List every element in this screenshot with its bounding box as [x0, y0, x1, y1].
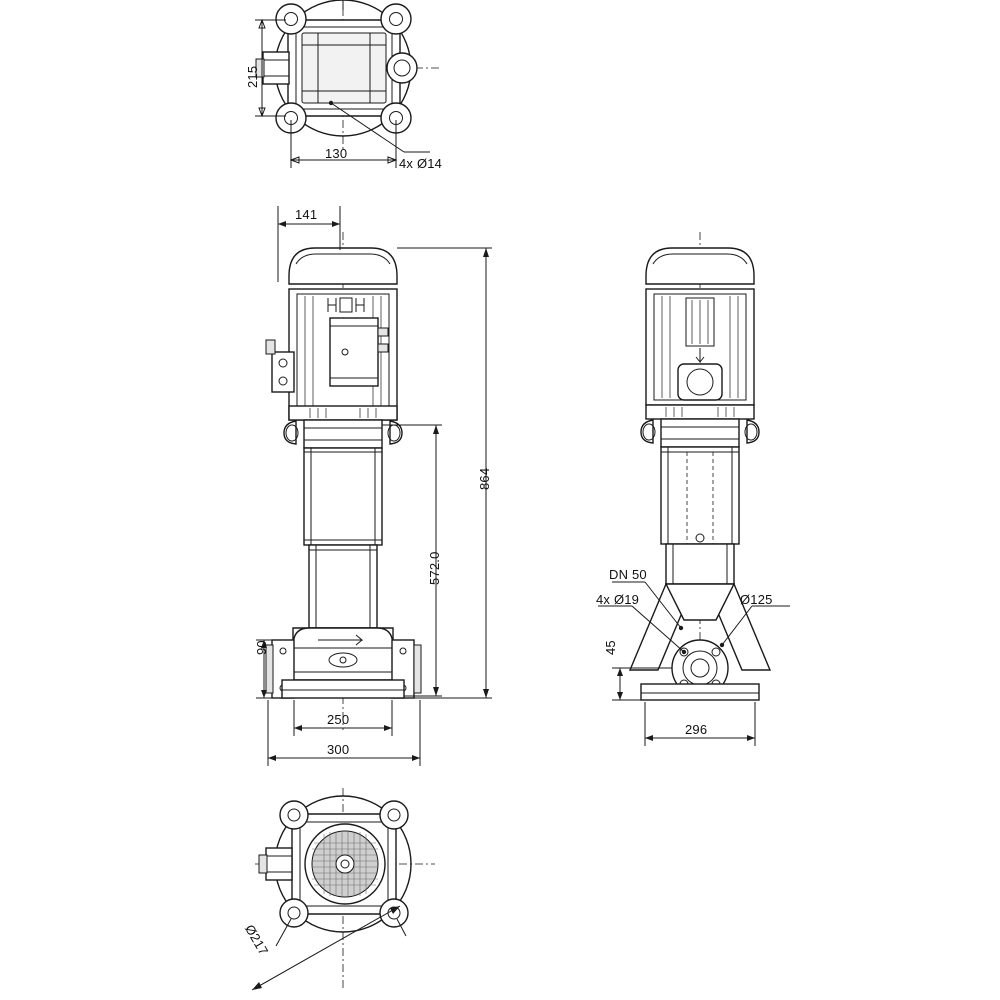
dim-864-label: 864 — [477, 467, 492, 490]
dim-296-label: 296 — [685, 722, 708, 737]
dim-4x-d14-label: 4x Ø14 — [399, 156, 443, 171]
front-elevation-view — [256, 206, 492, 766]
dim-215-label: 215 — [245, 65, 260, 88]
dim-90-label: 90 — [254, 640, 269, 655]
dim-d125-label: Ø125 — [740, 592, 773, 607]
top-view-motor-terminal-box — [255, 0, 440, 168]
dim-141-label: 141 — [295, 207, 318, 222]
dim-d217-label: Ø217 — [242, 922, 272, 958]
dim-300-label: 300 — [327, 742, 350, 757]
side-elevation-view — [598, 232, 790, 746]
bottom-view-baseplate — [252, 788, 435, 990]
dim-130-label: 130 — [325, 146, 348, 161]
dim-572-label: 572.0 — [427, 551, 442, 585]
dim-dn50-label: DN 50 — [609, 567, 647, 582]
dim-4x-d19-label: 4x Ø19 — [596, 592, 640, 607]
dim-45-label: 45 — [603, 640, 618, 655]
dim-250-label: 250 — [327, 712, 350, 727]
